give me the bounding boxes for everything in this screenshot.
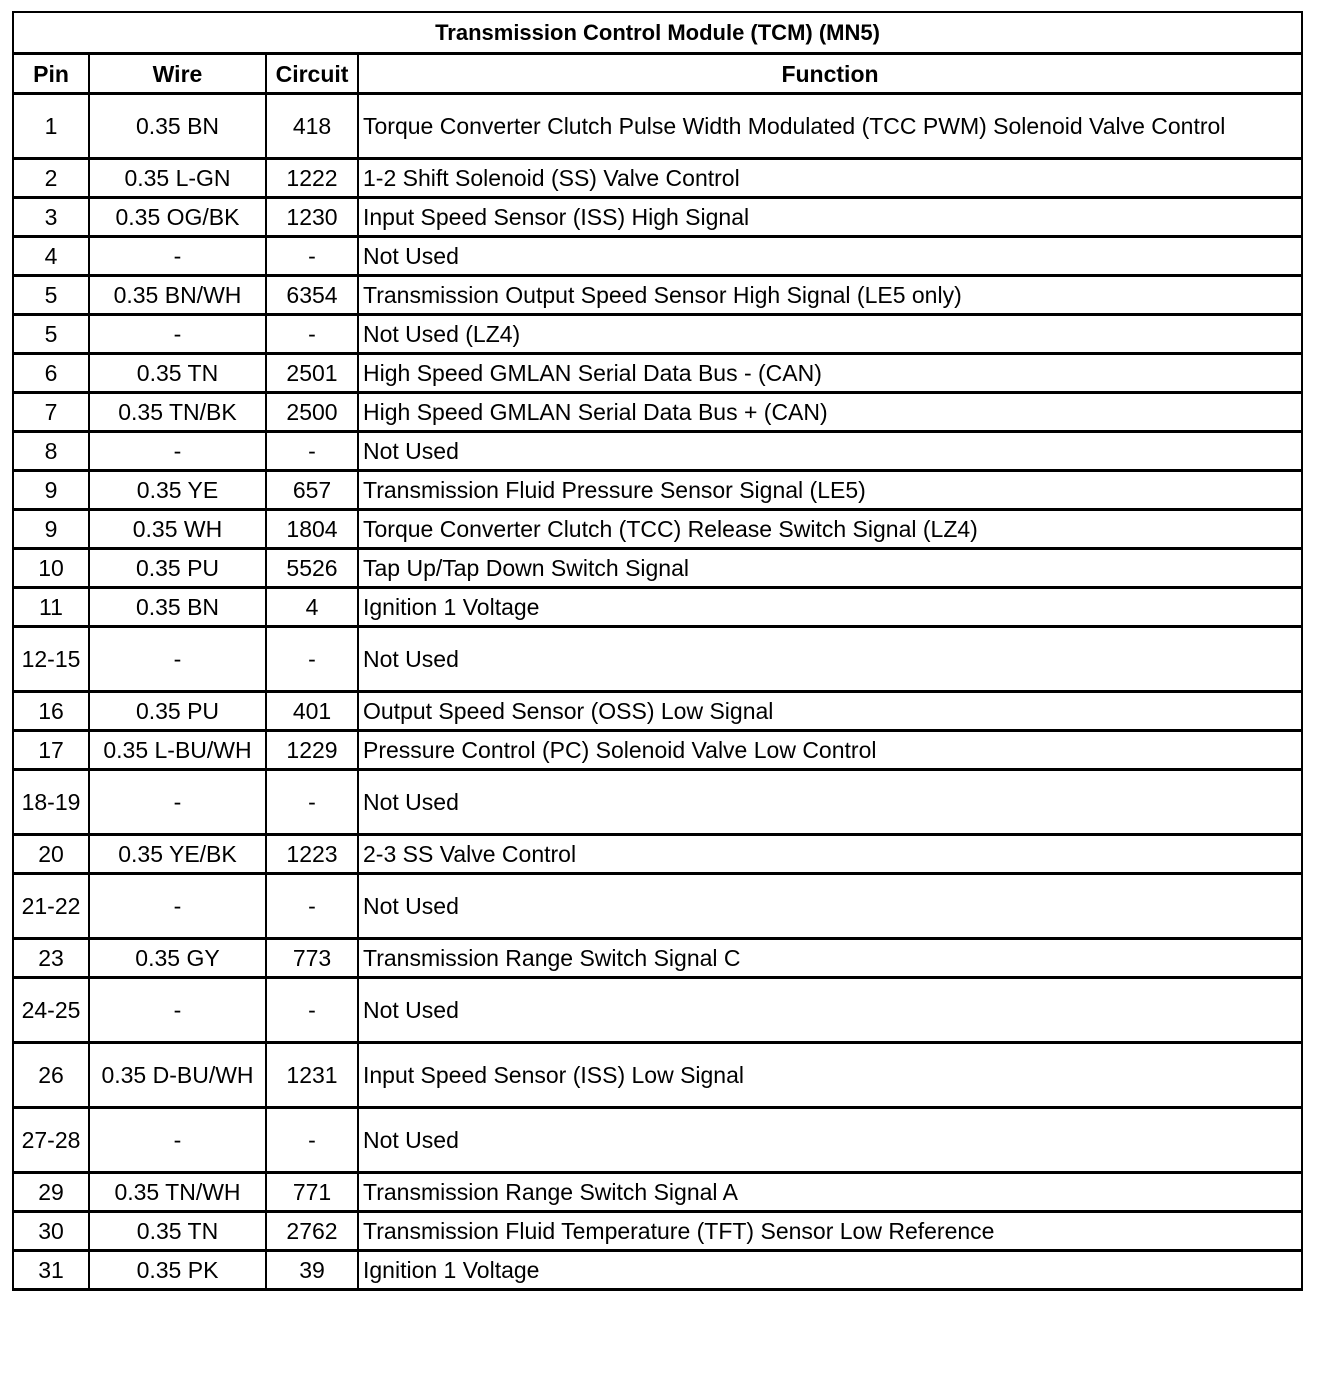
function-cell: Transmission Fluid Temperature (TFT) Sensor Low Reference	[358, 1212, 1302, 1251]
function-cell: Ignition 1 Voltage	[358, 1251, 1302, 1290]
wire-cell: 0.35 TN/WH	[89, 1173, 266, 1212]
table-row	[13, 588, 1302, 627]
circuit-cell: -	[266, 432, 358, 471]
circuit-column-header: Circuit	[266, 54, 358, 94]
circuit-cell: -	[266, 874, 358, 939]
table-row	[13, 978, 1302, 1043]
circuit-cell: -	[266, 237, 358, 276]
table-row	[13, 354, 1302, 393]
function-cell: Transmission Range Switch Signal A	[358, 1173, 1302, 1212]
function-column-header: Function	[358, 54, 1302, 94]
pin-cell: 11	[13, 588, 89, 627]
circuit-cell: 401	[266, 692, 358, 731]
function-cell: Transmission Output Speed Sensor High Signal (LE5 only)	[358, 276, 1302, 315]
pin-cell: 12-15	[13, 627, 89, 692]
pin-cell: 8	[13, 432, 89, 471]
wire-column-header: Wire	[89, 54, 266, 94]
circuit-cell: -	[266, 770, 358, 835]
circuit-cell: 1230	[266, 198, 358, 237]
circuit-cell: -	[266, 315, 358, 354]
table-row	[13, 393, 1302, 432]
table-row	[13, 237, 1302, 276]
function-cell: High Speed GMLAN Serial Data Bus - (CAN)	[358, 354, 1302, 393]
wire-cell: -	[89, 315, 266, 354]
pin-cell: 27-28	[13, 1108, 89, 1173]
function-cell: Not Used	[358, 237, 1302, 276]
function-cell: Not Used (LZ4)	[358, 315, 1302, 354]
wire-cell: 0.35 TN	[89, 1212, 266, 1251]
wire-cell: -	[89, 770, 266, 835]
wire-cell: -	[89, 874, 266, 939]
table-row	[13, 939, 1302, 978]
table-row	[13, 1173, 1302, 1212]
circuit-cell: 657	[266, 471, 358, 510]
circuit-cell: 1222	[266, 159, 358, 198]
table-row	[13, 549, 1302, 588]
wire-cell: 0.35 YE	[89, 471, 266, 510]
table-row	[13, 770, 1302, 835]
circuit-cell: -	[266, 1108, 358, 1173]
pin-cell: 24-25	[13, 978, 89, 1043]
circuit-cell: 1229	[266, 731, 358, 770]
circuit-cell: 771	[266, 1173, 358, 1212]
circuit-cell: 1231	[266, 1043, 358, 1108]
table-row	[13, 94, 1302, 159]
table-body	[13, 94, 1302, 1290]
pin-cell: 30	[13, 1212, 89, 1251]
table-row	[13, 627, 1302, 692]
wire-cell: 0.35 PK	[89, 1251, 266, 1290]
wire-cell: 0.35 GY	[89, 939, 266, 978]
pin-cell: 9	[13, 510, 89, 549]
wire-cell: 0.35 BN	[89, 94, 266, 159]
pin-cell: 4	[13, 237, 89, 276]
wire-cell: -	[89, 978, 266, 1043]
function-cell: Tap Up/Tap Down Switch Signal	[358, 549, 1302, 588]
wire-cell: 0.35 BN	[89, 588, 266, 627]
wire-cell: -	[89, 627, 266, 692]
wire-cell: -	[89, 432, 266, 471]
connector-pinout-table	[12, 11, 1303, 1291]
pin-cell: 23	[13, 939, 89, 978]
function-cell: Torque Converter Clutch Pulse Width Modulated (TCC PWM) Solenoid Valve Control	[358, 94, 1302, 159]
function-cell: 2-3 SS Valve Control	[358, 835, 1302, 874]
function-cell: Output Speed Sensor (OSS) Low Signal	[358, 692, 1302, 731]
pin-cell: 5	[13, 315, 89, 354]
circuit-cell: 39	[266, 1251, 358, 1290]
circuit-cell: 2762	[266, 1212, 358, 1251]
table-row	[13, 471, 1302, 510]
pin-column-header: Pin	[13, 54, 89, 94]
function-cell: Not Used	[358, 978, 1302, 1043]
function-cell: Ignition 1 Voltage	[358, 588, 1302, 627]
table-row	[13, 432, 1302, 471]
pin-cell: 5	[13, 276, 89, 315]
pin-cell: 9	[13, 471, 89, 510]
pin-cell: 29	[13, 1173, 89, 1212]
pin-cell: 21-22	[13, 874, 89, 939]
circuit-cell: 2500	[266, 393, 358, 432]
table-row	[13, 874, 1302, 939]
table-row	[13, 692, 1302, 731]
circuit-cell: 4	[266, 588, 358, 627]
pin-cell: 16	[13, 692, 89, 731]
function-cell: High Speed GMLAN Serial Data Bus + (CAN)	[358, 393, 1302, 432]
column-header-row	[13, 54, 1302, 94]
circuit-cell: -	[266, 627, 358, 692]
table-row	[13, 1043, 1302, 1108]
function-cell: Transmission Range Switch Signal C	[358, 939, 1302, 978]
pin-cell: 26	[13, 1043, 89, 1108]
table-row	[13, 510, 1302, 549]
circuit-cell: 1223	[266, 835, 358, 874]
wire-cell: 0.35 PU	[89, 549, 266, 588]
table-row	[13, 731, 1302, 770]
circuit-cell: 418	[266, 94, 358, 159]
wire-cell: 0.35 WH	[89, 510, 266, 549]
wire-cell: 0.35 OG/BK	[89, 198, 266, 237]
wire-cell: -	[89, 1108, 266, 1173]
function-cell: Not Used	[358, 1108, 1302, 1173]
table-row	[13, 315, 1302, 354]
pin-cell: 3	[13, 198, 89, 237]
table-row	[13, 276, 1302, 315]
function-cell: Not Used	[358, 627, 1302, 692]
circuit-cell: -	[266, 978, 358, 1043]
circuit-cell: 2501	[266, 354, 358, 393]
function-cell: Transmission Fluid Pressure Sensor Signal (LE5)	[358, 471, 1302, 510]
table-row	[13, 159, 1302, 198]
wire-cell: -	[89, 237, 266, 276]
table-title: Transmission Control Module (TCM) (MN5)	[13, 12, 1302, 54]
table-row	[13, 835, 1302, 874]
table-row	[13, 1251, 1302, 1290]
pin-cell: 17	[13, 731, 89, 770]
table-row	[13, 1212, 1302, 1251]
pin-cell: 2	[13, 159, 89, 198]
circuit-cell: 6354	[266, 276, 358, 315]
pin-cell: 6	[13, 354, 89, 393]
pin-cell: 18-19	[13, 770, 89, 835]
function-cell: Torque Converter Clutch (TCC) Release Switch Signal (LZ4)	[358, 510, 1302, 549]
pin-cell: 31	[13, 1251, 89, 1290]
wire-cell: 0.35 TN	[89, 354, 266, 393]
pin-cell: 7	[13, 393, 89, 432]
function-cell: Input Speed Sensor (ISS) Low Signal	[358, 1043, 1302, 1108]
pin-cell: 10	[13, 549, 89, 588]
wire-cell: 0.35 BN/WH	[89, 276, 266, 315]
connector-table-container	[12, 11, 1301, 1291]
function-cell: Not Used	[358, 432, 1302, 471]
circuit-cell: 5526	[266, 549, 358, 588]
wire-cell: 0.35 TN/BK	[89, 393, 266, 432]
wire-cell: 0.35 PU	[89, 692, 266, 731]
wire-cell: 0.35 L-BU/WH	[89, 731, 266, 770]
table-title-row	[13, 12, 1302, 54]
table-row	[13, 1108, 1302, 1173]
table-row	[13, 198, 1302, 237]
function-cell: Not Used	[358, 874, 1302, 939]
circuit-cell: 773	[266, 939, 358, 978]
function-cell: Pressure Control (PC) Solenoid Valve Low Control	[358, 731, 1302, 770]
pin-cell: 1	[13, 94, 89, 159]
function-cell: Not Used	[358, 770, 1302, 835]
function-cell: 1-2 Shift Solenoid (SS) Valve Control	[358, 159, 1302, 198]
wire-cell: 0.35 YE/BK	[89, 835, 266, 874]
pin-cell: 20	[13, 835, 89, 874]
circuit-cell: 1804	[266, 510, 358, 549]
wire-cell: 0.35 L-GN	[89, 159, 266, 198]
function-cell: Input Speed Sensor (ISS) High Signal	[358, 198, 1302, 237]
wire-cell: 0.35 D-BU/WH	[89, 1043, 266, 1108]
